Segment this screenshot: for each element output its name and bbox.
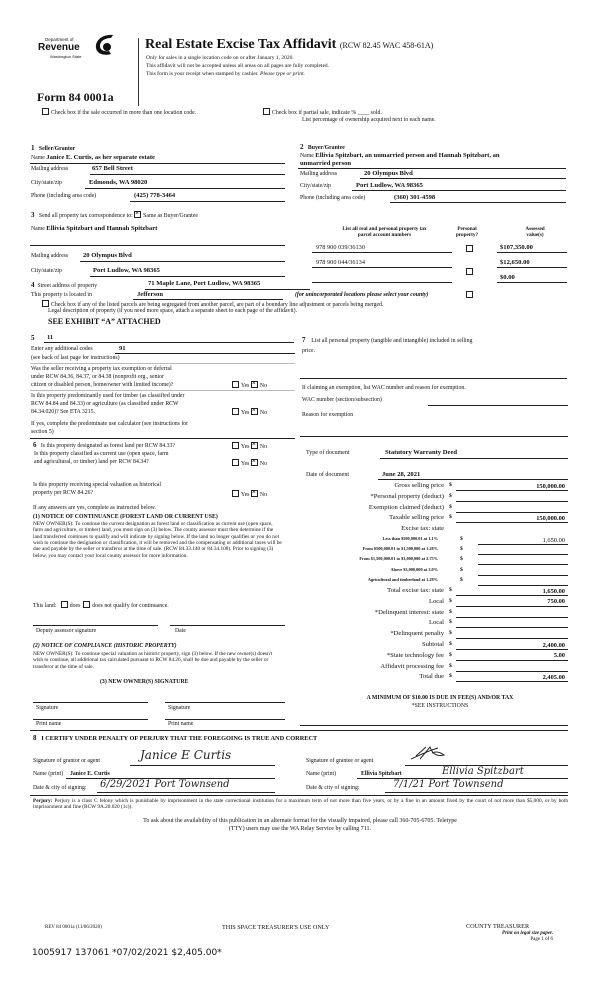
amount-line (456, 512, 568, 513)
q-line: property per RCW 84.26? (33, 489, 94, 496)
rule (385, 792, 568, 793)
rule (30, 795, 568, 796)
alt-format-note: (TTY) users may use the WA Relay Service by calling 711. (228, 826, 372, 832)
grantee-signature[interactable] (408, 744, 448, 764)
see-instructions: *SEE INSTRUCTIONS (411, 703, 469, 709)
yes-no (232, 490, 267, 499)
header-line2: This affidavit will not be accepted unless all areas on all pages are fully completed. (146, 63, 330, 69)
q-line: 84.34.020)? See ETA 3215. (31, 408, 95, 415)
amount-line (456, 627, 568, 628)
rule (44, 342, 294, 343)
yes-no (232, 459, 267, 468)
buyer-name-cont[interactable]: unmarried person (300, 160, 352, 167)
perjury-notice (33, 798, 568, 811)
logo-text: Department of (45, 37, 74, 42)
corr-city[interactable]: Port Ludlow, WA 98365 (93, 267, 160, 274)
q-line: Is this property predominantly used for timber (as classified under (31, 393, 185, 399)
partial-sale-checkbox-row[interactable] (263, 108, 382, 117)
amount-line (456, 522, 568, 523)
label: No (259, 461, 267, 467)
section-number: 2 (300, 143, 304, 151)
checkbox-label: Check box if partial sale, indicate % ____ sold. (272, 110, 382, 116)
label: No (259, 492, 267, 498)
logo-text: Revenue (38, 42, 80, 53)
tax-row-label: Total excise tax: state (387, 587, 444, 594)
q-line: Is this property designated as forest land per RCW 84.33? (40, 443, 176, 449)
label: Signature of grantor or agent (33, 758, 100, 764)
correspondence-row (31, 211, 198, 220)
q-line: under RCW 84.36, 84.37, or 84.38 (nonprofit org., senior (31, 373, 164, 380)
tax-amount[interactable]: 150,000.00 (536, 514, 565, 522)
amount-line (478, 585, 568, 586)
rule (30, 245, 285, 246)
section-number: 4 (31, 281, 35, 289)
label: City/state/zip (31, 268, 62, 274)
corr-name[interactable]: Ellivia Spitzbart and Hannah Spitzbart (46, 225, 158, 232)
wac-input[interactable] (428, 405, 568, 406)
label: Name (31, 226, 45, 232)
section-number: 7 (302, 336, 306, 344)
tax-row-label: Excise tax: state (401, 525, 444, 533)
form-revision: REV 84 0001a (11/06/2020) (45, 925, 102, 930)
yes-no (232, 442, 267, 451)
reason-input[interactable] (300, 436, 568, 437)
yes-no (232, 381, 267, 390)
checkbox[interactable] (263, 108, 270, 115)
label: Yes (241, 461, 250, 467)
rule (115, 353, 295, 354)
dollar-sign: $ (449, 662, 452, 669)
rule (352, 190, 566, 191)
yes-checkbox[interactable] (232, 490, 239, 497)
title-text: Real Estate Excise Tax Affidavit (145, 37, 337, 52)
label: Date of document (306, 472, 349, 478)
label: Date & city of signing: (306, 785, 360, 791)
yes-checkbox[interactable] (232, 459, 239, 466)
header-text: Assessed (525, 226, 545, 232)
rule (170, 625, 285, 626)
property-county[interactable]: Jefferson (137, 291, 163, 298)
forest-question (33, 441, 175, 450)
dollar-sign: $ (449, 503, 452, 510)
dollar-sign: $ (449, 619, 452, 626)
property-street[interactable]: 71 Maple Lane, Port Ludlow, WA 98365 (148, 280, 261, 287)
seller-name[interactable]: Janice E. Curtis, as her separate estate (46, 154, 155, 161)
dollar-sign: $ (449, 587, 452, 593)
parcel-col-header (322, 227, 447, 239)
tax-amount[interactable]: 2,405.00 (542, 673, 565, 681)
q-line: citizen or disabled person, homeowner with limited income)? (31, 381, 174, 388)
rule (30, 730, 568, 731)
rule (80, 261, 285, 262)
label: Name (print) (33, 771, 64, 777)
print-name-line[interactable] (165, 719, 285, 720)
timber-question (31, 393, 184, 416)
section-number: 3 (31, 211, 35, 219)
label: Street address of property (37, 283, 98, 289)
document-type[interactable]: Statutory Warranty Deed (385, 449, 458, 456)
assessed-value[interactable]: $12,650.00 (500, 259, 530, 266)
label: Date (175, 628, 186, 634)
dollar-sign: $ (460, 546, 463, 553)
exemption-label: If claiming an exemption, list WAC number and reason for exemption. (302, 385, 466, 391)
tax-row-label: *Delinquent interest: state (374, 608, 444, 616)
section-number: 5 (31, 334, 35, 342)
label: Same as Buyer/Grantee (143, 213, 198, 219)
header-line1: Only for sales in a single location code on or after January 1, 2020. (146, 55, 294, 61)
label: This land: (33, 603, 57, 609)
grantee-print-name[interactable]: Ellivia Spitzbart (361, 771, 402, 777)
header-text: Personal (457, 226, 477, 232)
tax-amount[interactable]: 1,650.00 (542, 587, 565, 595)
personal-property-list-label (302, 336, 472, 345)
rule (90, 276, 285, 277)
page-number: Page 1 of 6 (530, 937, 553, 942)
tax-row-label: Affidavit processing fee (380, 662, 444, 670)
notice-continuance-text: NEW OWNER(S): To continue the current designation as forest land or classification as current use (open space, farm and agriculture, or timber) land, you must sign on (3) below. The county assessor must then determine if the land transferred continues to qualify and will indicate by signing below. If the land no longer qualifies or you do not wish to continue the designation or classification, it will be removed and the compensating or additional taxes will be due and payable by the seller or transferor at the time of sale. (RCW 84.33.140 or 84.34.108). Prior to signing (3) below, you may contact your local county assessor for more information. (33, 521, 282, 559)
parcel-number[interactable]: 978 900 044/36134 (316, 259, 365, 266)
q-line: Is this property classified as current use (open space, farm (34, 451, 169, 457)
label: Print name (36, 721, 62, 727)
checkbox-label: Check box if the sale occurred in more than one location code. (51, 110, 197, 116)
buyer-name-row (300, 152, 500, 160)
tax-row-label: *State technology fee (386, 651, 444, 659)
does-checkbox[interactable] (61, 601, 68, 608)
this-land-row (33, 601, 169, 610)
q-line: and agricultural, or timber) land per RCW 84.34? (34, 458, 149, 465)
rule (380, 458, 568, 459)
amount-line (478, 544, 568, 545)
certify-text: I CERTIFY UNDER PENALTY OF PERJURY THAT THE FOREGOING IS TRUE AND CORRECT (41, 735, 318, 742)
grantor-signature[interactable]: Janice E Curtis (140, 748, 232, 762)
amount-line (456, 671, 568, 672)
label: This property is located in (31, 292, 92, 298)
label: Yes (241, 383, 250, 389)
label: Yes (241, 492, 250, 498)
perjury-text: Perjury is a class C felony which is punishable by imprisonment in the state correctional institution for a maximum term of not more than five years, or by a fine in an amount fixed by the court of not more than $5,000, or by both imprisonment and fine (RCW 9A.20.020 (1c)). (33, 798, 569, 811)
no-checkbox[interactable] (251, 408, 258, 415)
dollar-sign: $ (449, 514, 452, 521)
amount-line (478, 554, 568, 555)
grantor-date-city[interactable]: 6/29/2021 Port Townsend (100, 779, 230, 790)
label: Phone (including area code) (300, 195, 366, 201)
tax-row-label: Gross selling price (394, 482, 444, 489)
header-divider (138, 38, 139, 106)
dollar-sign: $ (449, 608, 452, 615)
tax-amount[interactable]: 5.00 (553, 652, 565, 660)
dollar-sign: $ (449, 651, 452, 658)
amount-line (456, 490, 568, 491)
legal-description-label: Legal description of property (if you need more space, attach a separate sheet to each page of the affidavit). (48, 308, 298, 314)
checkbox[interactable] (42, 300, 49, 307)
note-line: section 5) (31, 428, 54, 435)
label: City/state/zip (31, 180, 62, 186)
no-checkbox[interactable] (251, 381, 258, 388)
tax-row-label: Local (428, 619, 444, 627)
rule (30, 363, 295, 364)
label: No (259, 410, 267, 416)
header-line3-italic: Please type or print. (259, 71, 305, 77)
label: Mailing address (31, 166, 69, 172)
q-line: RCW 84.84 and 84.33) or agriculture (as classified under RCW (31, 400, 179, 407)
section-number: 1 (31, 144, 35, 152)
personal-property-checkbox[interactable] (466, 291, 473, 298)
dollar-sign: $ (460, 556, 463, 563)
rule (390, 202, 566, 203)
header-line3 (146, 71, 305, 77)
buyer-mail[interactable]: 20 Olympus Blvd (364, 170, 413, 177)
alt-format-note: To ask about the availability of this publication in an alternate format for the visually impaired, please call 360-705-6705. Teletype (143, 818, 457, 824)
if-any-note: If any answers are yes, complete as instructed below. (33, 505, 156, 511)
note-line: If yes, complete the predominate use calculator (see instructions for (31, 421, 189, 427)
dollar-sign: $ (449, 492, 452, 499)
signature-line[interactable] (33, 702, 148, 703)
yes-checkbox[interactable] (232, 408, 239, 415)
label: Enter any additional codes (31, 346, 93, 352)
legal-paper-note: Print on legal size paper. (502, 931, 553, 936)
q-line: Is this property receiving special valuation as historical (33, 482, 161, 488)
document-date[interactable]: June 28, 2021 (382, 471, 421, 478)
label: Send all property tax correspondence to: (38, 213, 133, 219)
personal-property-checkbox[interactable] (466, 268, 473, 275)
amount-line (456, 660, 568, 661)
dollar-sign: $ (449, 597, 452, 604)
header-text: property? (455, 231, 479, 238)
label: does not qualify for continuance. (92, 603, 169, 609)
new-owner-signature-title: (3) NEW OWNER(S) SIGNATURE (100, 679, 189, 685)
no-checkbox[interactable] (251, 490, 258, 497)
tax-amount[interactable]: 150,000.00 (536, 482, 565, 490)
no-checkbox[interactable] (251, 442, 258, 449)
tax-row-label: Agricultural and timberland at 1.28% (367, 576, 438, 582)
label: No (259, 383, 267, 389)
dollar-sign: $ (449, 673, 452, 680)
yes-no (232, 408, 267, 417)
header-text: List all real and personal property tax (342, 226, 427, 232)
label: Date & city of signing: (33, 785, 87, 791)
seller-mail[interactable]: 657 Bell Street (92, 165, 133, 172)
yes-checkbox[interactable] (232, 381, 239, 388)
header-line3-text: This form is your receipt when stamped by cashier. (146, 71, 259, 77)
tax-amount[interactable]: 750.00 (547, 598, 565, 606)
treasurer-use-only: THIS SPACE TREASURER'S USE ONLY (222, 924, 330, 931)
legal-description[interactable]: SEE EXHIBIT “A” ATTACHED (48, 317, 161, 326)
label: Signature of grantee or agent (306, 758, 374, 764)
exemption-question (31, 366, 173, 389)
perjury-label: Perjury: (33, 798, 53, 804)
dollar-sign: $ (449, 482, 452, 488)
amount-line (456, 638, 568, 639)
tax-row-label: Above $3,000,000 at 3.0% (390, 566, 438, 572)
tax-row-label: *Personal property (deduct) (370, 492, 444, 500)
amount-line (456, 617, 568, 618)
reason-label: Reason for exemption (302, 412, 354, 418)
checkbox[interactable] (42, 108, 49, 115)
seller-name-row (31, 154, 155, 162)
does-not-checkbox[interactable] (83, 601, 90, 608)
rule (130, 765, 275, 766)
rule (300, 725, 568, 726)
rule (360, 178, 566, 179)
corr-name-row (31, 225, 157, 233)
form-number: Form 84 0001a (37, 90, 114, 104)
rule (30, 438, 295, 439)
minimum-note: A MINIMUM OF $10.00 IS DUE IN FEE(S) AND/OR TAX (366, 695, 514, 701)
label: City/state/zip (300, 183, 331, 189)
label: does (69, 603, 81, 609)
dollar-sign: $ (460, 566, 463, 573)
seller-heading (31, 144, 75, 153)
historic-question (33, 482, 161, 498)
yes-checkbox[interactable] (232, 442, 239, 449)
amount-line (456, 501, 568, 502)
same-as-buyer-checkbox[interactable] (134, 211, 141, 218)
amount-line (456, 681, 568, 682)
rule (30, 163, 285, 164)
rule (90, 174, 285, 175)
grantor-print-name[interactable]: Janice E. Curtis (70, 771, 110, 777)
rule (312, 282, 452, 283)
dollar-sign: $ (460, 536, 463, 542)
label: Check box if any of the listed parcels are being segregated from another parcel, are part of a boundary line adjustment or parcels being merged. (51, 302, 384, 308)
label: Signature (36, 705, 59, 711)
rule (298, 168, 566, 169)
amount-line (456, 606, 568, 607)
rule (145, 289, 310, 290)
personal-property-checkbox[interactable] (466, 245, 473, 252)
tax-row-label: Taxable selling price (389, 514, 444, 522)
label: Name (31, 155, 45, 161)
header-text: parcel account numbers (357, 231, 412, 238)
logo-text: Washington State (50, 54, 82, 59)
dollar-sign: $ (449, 641, 452, 647)
rule (497, 267, 567, 268)
amount-line (456, 595, 568, 596)
additional-codes[interactable]: 91 (119, 345, 126, 352)
dollar-sign: $ (460, 576, 463, 583)
label: Yes (241, 444, 250, 450)
section-number: 6 (33, 441, 37, 449)
rule (130, 201, 285, 202)
tax-row-label: Subtotal (422, 641, 444, 648)
street-row (31, 281, 97, 290)
label: List all personal property (tangible and intangible) included in selling (311, 338, 473, 344)
grantee-handwritten-name: Ellivia Spitzbart (442, 766, 524, 777)
section-number: 8 (33, 734, 37, 742)
buyer-city[interactable]: Port Ludlow, WA 98365 (356, 182, 423, 189)
rule (97, 792, 275, 793)
buyer-phone[interactable]: (360) 301-4598 (394, 194, 436, 201)
dollar-sign: $ (449, 630, 452, 637)
list-pct-note: List percentage of ownership acquired next to each name. (302, 117, 436, 123)
seller-phone[interactable]: (425) 778-3464 (134, 192, 176, 199)
rule (85, 188, 285, 189)
tax-amount[interactable]: 1,650.00 (542, 536, 565, 544)
wave-logo-icon (93, 33, 115, 57)
label: price. (302, 348, 316, 354)
note: (see back of last page for instructions) (31, 355, 120, 361)
rule (497, 252, 567, 253)
tax-row-label: From $1,500,000.01 to $3,000,000 at 2.75% (359, 556, 438, 562)
corr-mail[interactable]: 20 Olympus Blvd (83, 252, 132, 259)
wac-label: WAC number (section/subsection) (302, 397, 382, 403)
label: No (259, 444, 267, 450)
q-line: Was the seller receiving a property tax exemption or deferral (31, 366, 172, 372)
tax-row-label: From $500,000.01 to $1,500,000 at 1.28% (362, 546, 438, 552)
tax-amount[interactable]: 2,400.00 (542, 641, 565, 649)
buyer-name[interactable]: Ellivia Spitzbart, an unmarried person and Hannah Spitzbart, an (315, 152, 500, 159)
label: Name (300, 153, 314, 159)
buyer-heading (300, 143, 345, 152)
label: Mailing address (31, 253, 69, 259)
certify-row (33, 734, 317, 742)
parcel-number[interactable]: 978 900 039/36130 (316, 244, 365, 251)
cashier-stamp: 1005917 137061 *07/02/2021 $2,405.00* (32, 948, 222, 958)
heading-text: Seller/Grantor (38, 146, 76, 152)
if-yes-note (31, 421, 188, 437)
label: Mailing address (300, 171, 338, 177)
amount-line (456, 649, 568, 650)
multi-location-checkbox-row[interactable] (42, 108, 196, 117)
rule (33, 625, 158, 626)
rule (300, 378, 567, 379)
seller-city[interactable]: Edmonds, WA 98020 (89, 179, 148, 186)
rule (312, 267, 452, 268)
current-use-question (34, 451, 169, 467)
tax-row-label: Total due (419, 673, 444, 681)
print-name-line[interactable] (33, 719, 148, 720)
tax-row-label: Exemption claimed (deduct) (368, 503, 444, 511)
tax-row-label: Less than $500,000.01 at 1.1% (382, 536, 438, 541)
assessed-value[interactable]: $0.00 (500, 274, 515, 281)
rule (378, 479, 568, 480)
label: Signature (168, 705, 191, 711)
label: Yes (241, 410, 250, 416)
form-title (145, 37, 433, 53)
rule (497, 282, 567, 283)
header-text: value(s) (526, 231, 544, 238)
label: Type of document (306, 450, 350, 456)
label: Name (print) (306, 771, 337, 777)
rule (312, 252, 452, 253)
amount-line (478, 575, 568, 576)
label: Phone (including area code) (31, 193, 97, 199)
value-col-header (510, 227, 560, 239)
no-checkbox[interactable] (251, 459, 258, 466)
notice-continuance-title: (1) NOTICE OF CONTINUANCE (FOREST LAND OR CURRENT USE) (33, 514, 218, 520)
notice-compliance-text: NEW OWNER(S): To continue special valuation as historic property, sign (3) below. If the new owner(s) doesn't wish to continue, all additional tax calculated pursuant to RCW 84.26, shall be due and payable by the seller or transferor at the time of sale. (33, 651, 273, 670)
tax-row-label: Local (428, 597, 444, 605)
grantee-date-city[interactable]: 7/1/21 Port Townsend (393, 779, 504, 790)
county-note: (for unincorporated locations please select your county) (295, 292, 429, 298)
rule (30, 390, 295, 391)
location-code[interactable]: 11 (47, 334, 54, 341)
signature-line[interactable] (165, 702, 285, 703)
tax-row-label: *Delinquent penalty (390, 630, 444, 638)
county-treasurer: COUNTY TREASURER (466, 923, 530, 930)
assessed-value[interactable]: $107,350.00 (500, 244, 533, 251)
label: Print name (168, 721, 194, 727)
label: Deputy assessor signature (36, 628, 97, 634)
personal-col-header (452, 227, 482, 239)
title-ref: (RCW 82.45 WAC 458-61A) (339, 41, 434, 50)
notice-compliance-title: (2) NOTICE OF COMPLIANCE (HISTORIC PROPERTY) (33, 643, 177, 649)
heading-text: Buyer/Grantee (307, 145, 345, 151)
amount-line (478, 564, 568, 565)
